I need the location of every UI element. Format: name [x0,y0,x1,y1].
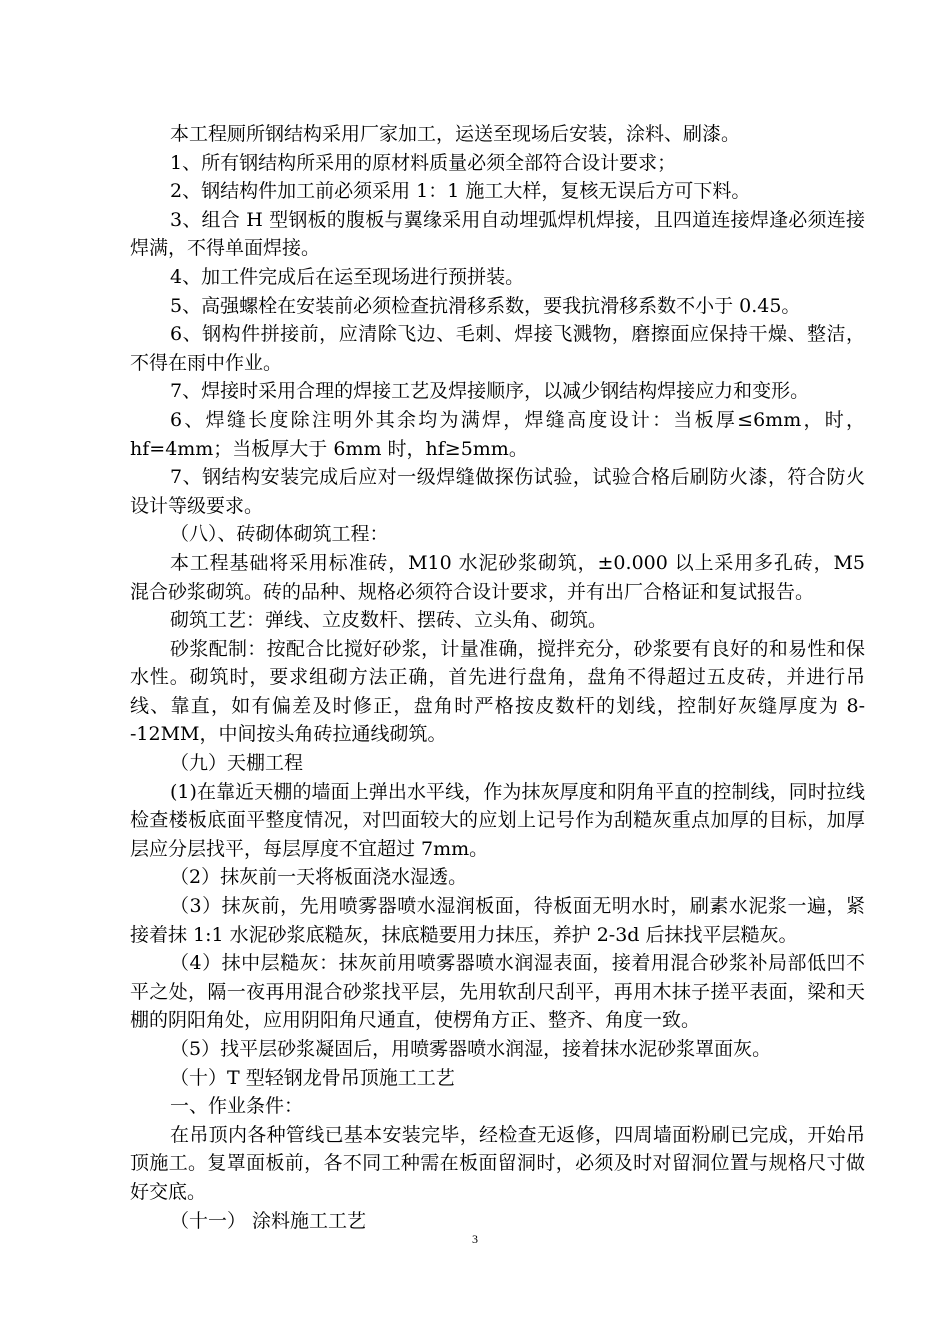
paragraph: 在吊顶内各种管线已基本安装完毕，经检查无返修，四周墙面粉刷已完成，开始吊顶施工。复罩面板前，各不同工种需在板面留洞时，必须及时对留洞位置与规格尺寸做好交底。 [130,1123,865,1203]
paragraph: 7、焊接时采用合理的焊接工艺及焊接顺序，以减少钢结构焊接应力和变形。 [170,380,810,403]
section-heading: （十）T 型轻钢龙骨吊顶施工工艺 [170,1066,455,1089]
paragraph: 5、高强螺栓在安装前必须检查抗滑移系数，要我抗滑移系数不小于 0.45。 [170,294,801,317]
paragraph: 4、加工件完成后在运至现场进行预拼装。 [170,265,525,288]
paragraph: （2）抹灰前一天将板面浇水湿透。 [170,866,468,889]
paragraph: (1)在靠近天棚的墙面上弹出水平线，作为抹灰厚度和阴角平直的控制线，同时拉线检查楼板底面平整度情况，对凹面较大的应划上记号作为刮糙灰重点加厚的目标，加厚层应分层找平，每层厚度不宜超过 7mm。 [130,780,865,860]
paragraph: （5）找平层砂浆凝固后，用喷雾器喷水润湿，接着抹水泥砂浆罩面灰。 [170,1038,772,1060]
section-heading: （十一） 涂料施工工艺 [170,1209,367,1232]
paragraph: 砌筑工艺：弹线、立皮数杆、摆砖、立头角、砌筑。 [170,609,608,632]
section-heading: （八）、砖砌体砌筑工程： [170,523,389,546]
paragraph: 7、钢结构安装完成后应对一级焊缝做探伤试验，试验合格后刷防火漆，符合防火设计等级要求。 [130,466,865,517]
section-heading: （九）天棚工程 [170,752,304,775]
paragraph: 1、所有钢结构所采用的原材料质量必须全部符合设计要求； [170,151,677,174]
paragraph: 本工程基础将采用标准砖，M10 水泥砂浆砌筑，±0.000 以上采用多孔砖，M5 混合砂浆砌筑。砖的品种、规格必须符合设计要求，并有出厂合格证和复试报告。 [130,551,865,603]
paragraph: 一、作业条件： [170,1095,304,1118]
paragraph: （3）抹灰前，先用喷雾器喷水湿润板面，待板面无明水时，刷素水泥浆一遍，紧接着抹 1:1 水泥砂浆底糙灰，抹底糙要用力抹压，养护 2-3d 后抹找平层糙灰。 [130,895,865,946]
paragraph: 2、钢结构件加工前必须采用 1：1 施工大样，复核无误后方可下料。 [170,180,751,203]
paragraph: 砂浆配制：按配合比搅好砂浆，计量准确，搅拌充分，砂浆要有良好的和易性和保水性。砌筑时，要求组砌方法正确，首先进行盘角，盘角不得超过五皮砖，并进行吊线、靠直，如有偏差及时修正，盘角时严格按皮数杆的划线，控制好灰缝厚度为 8--12MM，中间按头角砖拉通线砌筑。 [130,637,865,746]
paragraph: 3、组合 H 型钢板的腹板与翼缘采用自动埋弧焊机焊接，且四道连接焊逢必须连接焊满，不得单面焊接。 [130,208,865,260]
document-body [130,120,865,1235]
page-number: 3 [472,1232,478,1246]
paragraph: 6、钢构件拼接前，应清除飞边、毛刺、焊接飞溅物，磨擦面应保持干燥、整洁，不得在雨中作业。 [130,323,865,374]
paragraph: （4）抹中层糙灰：抹灰前用喷雾器喷水润湿表面，接着用混合砂浆补局部低凹不平之处，隔一夜再用混合砂浆找平层，先用软刮尺刮平，再用木抹子搓平表面，梁和天棚的阴阳角处，应用阴阳角尺通直，使楞角方正、整齐、角度一致。 [130,952,865,1032]
paragraph: 本工程厕所钢结构采用厂家加工，运送至现场后安装，涂料、刷漆。 [170,123,741,145]
paragraph: 6、焊缝长度除注明外其余均为满焊，焊缝高度设计：当板厚≤6mm，时，hf=4mm；当板厚大于 6mm 时，hf≥5mm。 [130,408,865,460]
